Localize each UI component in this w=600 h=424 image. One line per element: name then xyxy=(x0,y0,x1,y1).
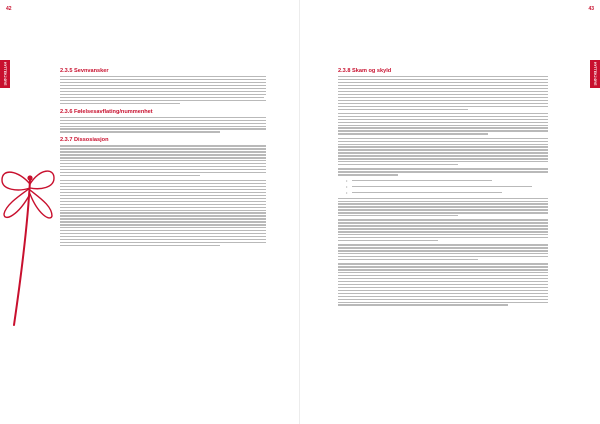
text-line xyxy=(60,76,266,77)
text-line xyxy=(60,85,266,86)
text-line xyxy=(60,218,266,219)
text-line xyxy=(60,166,266,167)
text-line xyxy=(338,113,548,114)
text-line xyxy=(60,215,266,216)
text-line xyxy=(60,186,266,187)
text-line xyxy=(338,247,548,248)
text-line xyxy=(338,119,548,120)
text-line xyxy=(338,275,548,276)
text-line xyxy=(338,299,548,300)
text-line xyxy=(338,103,548,104)
text-line xyxy=(338,91,548,92)
text-line xyxy=(338,201,548,202)
text-line xyxy=(338,225,548,226)
section xyxy=(60,137,268,246)
text-line xyxy=(338,272,548,273)
text-line xyxy=(338,256,548,257)
text-line xyxy=(338,263,548,264)
text-line xyxy=(338,222,548,223)
text-line xyxy=(338,85,548,86)
text-line xyxy=(60,189,266,190)
text-line xyxy=(60,210,266,211)
bullet-icon: • xyxy=(346,189,348,195)
section-heading: 2.3.7 Dissosiasjon xyxy=(60,137,109,144)
text-line xyxy=(338,302,548,303)
text-line xyxy=(60,94,266,95)
text-line xyxy=(60,79,266,80)
chapter-tab-left xyxy=(0,60,10,88)
section xyxy=(60,109,268,133)
text-line xyxy=(338,293,548,294)
text-line xyxy=(60,212,266,213)
text-line xyxy=(338,284,548,285)
text-line xyxy=(338,130,548,131)
bullet-item xyxy=(346,185,548,189)
text-line xyxy=(338,138,548,139)
text-line xyxy=(60,123,266,124)
bullet-item xyxy=(346,179,548,183)
text-line xyxy=(60,154,266,155)
section-heading: 2.3.8 Skam og skyld xyxy=(338,68,392,74)
text-line xyxy=(338,287,548,288)
text-line xyxy=(338,125,548,126)
text-line xyxy=(60,128,266,129)
text-line xyxy=(60,195,266,196)
text-line xyxy=(338,146,548,147)
bullet-item xyxy=(346,191,548,195)
paragraph xyxy=(338,138,548,166)
text-line xyxy=(60,131,220,132)
right-column xyxy=(338,68,548,309)
text-line xyxy=(352,192,502,193)
paragraph xyxy=(338,198,548,217)
text-line xyxy=(60,120,266,121)
text-line xyxy=(338,240,438,241)
text-line xyxy=(338,244,548,245)
text-line xyxy=(338,133,488,134)
text-line xyxy=(338,198,548,199)
text-line xyxy=(60,201,266,202)
text-line xyxy=(338,161,548,162)
page-number-right: 43 xyxy=(588,6,594,12)
text-line xyxy=(60,100,266,101)
section xyxy=(60,68,268,104)
text-line xyxy=(60,91,266,92)
text-line xyxy=(60,233,266,234)
text-line xyxy=(338,203,548,204)
text-line xyxy=(60,183,266,184)
text-line xyxy=(338,76,548,77)
text-line xyxy=(60,103,180,104)
text-line xyxy=(60,245,220,246)
text-line xyxy=(338,212,548,213)
text-line xyxy=(60,175,200,176)
text-line xyxy=(338,209,548,210)
text-line xyxy=(338,231,548,232)
text-line xyxy=(338,155,548,156)
paragraph xyxy=(338,263,548,305)
text-line xyxy=(60,169,266,170)
text-line xyxy=(338,88,548,89)
dragonfly-icon xyxy=(0,160,56,330)
text-line xyxy=(338,149,548,150)
text-line xyxy=(60,224,266,225)
text-line xyxy=(60,230,266,231)
text-line xyxy=(338,237,548,238)
text-line xyxy=(338,215,458,216)
text-line xyxy=(338,141,548,142)
bullet-icon: • xyxy=(346,177,348,183)
text-line xyxy=(338,164,458,165)
text-line xyxy=(338,158,548,159)
text-line xyxy=(338,152,548,153)
paragraph xyxy=(338,244,548,260)
page-number-left: 42 xyxy=(6,6,12,12)
text-line xyxy=(352,180,492,181)
text-line xyxy=(60,148,266,149)
text-line xyxy=(60,97,264,98)
text-line xyxy=(338,109,468,110)
text-line xyxy=(338,259,478,260)
text-line xyxy=(338,228,548,229)
text-line xyxy=(338,168,548,169)
text-line xyxy=(338,253,548,254)
text-line xyxy=(60,117,266,118)
text-line xyxy=(60,126,266,127)
chapter-tab-right xyxy=(590,60,600,88)
text-line xyxy=(338,281,548,282)
text-line xyxy=(338,296,548,297)
text-line xyxy=(338,234,548,235)
text-line xyxy=(338,278,548,279)
text-line xyxy=(60,160,266,161)
text-line xyxy=(60,151,266,152)
text-line xyxy=(338,171,548,172)
text-line xyxy=(338,266,548,267)
paragraph xyxy=(338,168,548,175)
section-heading: 2.3.5 Sevnvansker xyxy=(60,68,109,74)
text-line xyxy=(60,227,266,228)
text-line xyxy=(338,94,548,95)
text-line xyxy=(338,219,548,220)
text-line xyxy=(338,269,548,270)
text-line xyxy=(60,221,266,222)
left-column xyxy=(60,68,268,251)
text-line xyxy=(338,122,548,123)
text-line xyxy=(338,144,548,145)
text-line xyxy=(338,206,548,207)
text-line xyxy=(338,97,548,98)
text-line xyxy=(352,186,532,187)
chapter-tab-label: HYTTEKJ ØYE xyxy=(3,62,7,86)
text-line xyxy=(60,242,266,243)
text-line xyxy=(338,290,548,291)
text-line xyxy=(60,204,266,205)
text-line xyxy=(60,163,266,164)
text-line xyxy=(60,88,266,89)
bullet-icon: • xyxy=(346,183,348,189)
chapter-tab-label: HYTTEKJ ØYE xyxy=(593,62,597,86)
paragraph xyxy=(338,179,548,195)
text-line xyxy=(338,82,548,83)
text-line xyxy=(60,157,266,158)
text-line xyxy=(338,100,548,101)
text-line xyxy=(60,198,266,199)
text-line xyxy=(60,172,266,173)
paragraph xyxy=(338,113,548,135)
text-line xyxy=(338,174,398,175)
text-line xyxy=(60,239,266,240)
text-line xyxy=(60,192,266,193)
right-page xyxy=(300,0,600,424)
text-line xyxy=(338,250,548,251)
text-line xyxy=(60,82,266,83)
text-line xyxy=(338,127,548,128)
section-heading: 2.3.6 Følelsesavflating/nummenhet xyxy=(60,108,153,115)
paragraph xyxy=(338,76,548,110)
text-line xyxy=(338,116,548,117)
text-line xyxy=(338,304,508,305)
text-line xyxy=(60,145,266,146)
text-line xyxy=(338,79,548,80)
text-line xyxy=(60,180,266,181)
paragraph xyxy=(338,219,548,241)
text-line xyxy=(338,106,548,107)
text-line xyxy=(60,236,266,237)
text-line xyxy=(60,207,266,208)
